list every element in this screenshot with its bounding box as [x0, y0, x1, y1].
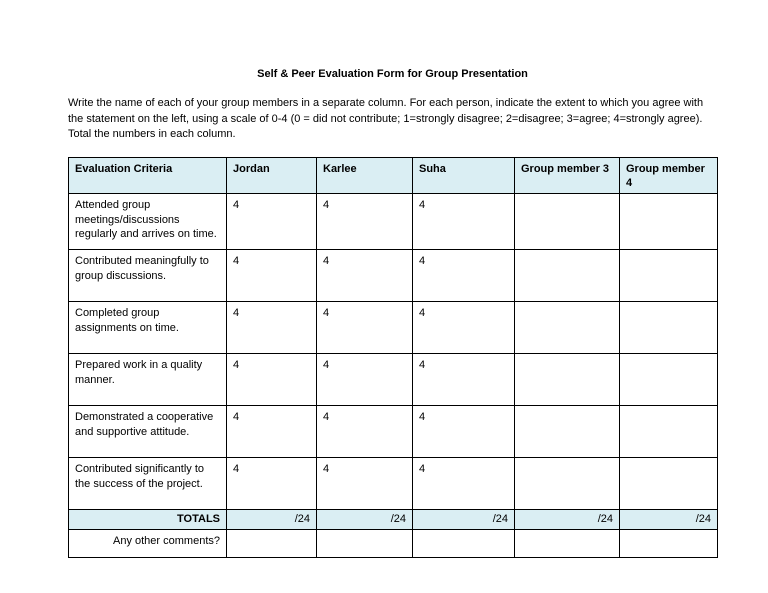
criteria-cell: Completed group assignments on time.	[69, 302, 227, 354]
score-cell[interactable]: 4	[227, 302, 317, 354]
comments-cell[interactable]	[515, 529, 620, 557]
score-cell[interactable]	[515, 406, 620, 458]
score-cell[interactable]	[620, 354, 718, 406]
totals-value-cell[interactable]: /24	[515, 510, 620, 529]
score-cell[interactable]	[515, 458, 620, 510]
header-cell-member-1: Jordan	[227, 157, 317, 194]
score-cell[interactable]	[515, 250, 620, 302]
totals-value-cell[interactable]: /24	[413, 510, 515, 529]
score-cell[interactable]	[620, 302, 718, 354]
score-cell[interactable]: 4	[317, 302, 413, 354]
header-cell-member-3: Suha	[413, 157, 515, 194]
score-cell[interactable]: 4	[413, 194, 515, 250]
comments-cell[interactable]	[620, 529, 718, 557]
comments-cell[interactable]	[413, 529, 515, 557]
score-cell[interactable]: 4	[317, 458, 413, 510]
score-cell[interactable]	[620, 406, 718, 458]
criteria-cell: Demonstrated a cooperative and supportive attitude.	[69, 406, 227, 458]
table-row	[69, 406, 718, 458]
score-cell[interactable]: 4	[227, 354, 317, 406]
score-cell[interactable]: 4	[317, 354, 413, 406]
score-cell[interactable]	[515, 194, 620, 250]
table-row	[69, 354, 718, 406]
score-cell[interactable]: 4	[227, 194, 317, 250]
score-cell[interactable]: 4	[413, 406, 515, 458]
comments-cell[interactable]	[227, 529, 317, 557]
score-cell[interactable]	[620, 194, 718, 250]
comments-row	[69, 529, 718, 557]
score-cell[interactable]: 4	[227, 406, 317, 458]
table-row	[69, 250, 718, 302]
score-cell[interactable]: 4	[317, 194, 413, 250]
score-cell[interactable]: 4	[413, 302, 515, 354]
score-cell[interactable]: 4	[227, 458, 317, 510]
score-cell[interactable]: 4	[413, 250, 515, 302]
comments-label: Any other comments?	[69, 529, 227, 557]
header-cell-member-2: Karlee	[317, 157, 413, 194]
totals-value-cell[interactable]: /24	[227, 510, 317, 529]
criteria-cell: Contributed significantly to the success of the project.	[69, 458, 227, 510]
page-title: Self & Peer Evaluation Form for Group Presentation	[257, 68, 528, 80]
score-cell[interactable]: 4	[413, 354, 515, 406]
totals-value-cell[interactable]: /24	[317, 510, 413, 529]
score-cell[interactable]: 4	[317, 406, 413, 458]
table-row	[69, 458, 718, 510]
header-cell-criteria: Evaluation Criteria	[69, 157, 227, 194]
totals-value-cell[interactable]: /24	[620, 510, 718, 529]
score-cell[interactable]: 4	[317, 250, 413, 302]
criteria-cell: Prepared work in a quality manner.	[69, 354, 227, 406]
evaluation-table	[68, 157, 718, 558]
score-cell[interactable]	[620, 458, 718, 510]
criteria-cell: Contributed meaningfully to group discussions.	[69, 250, 227, 302]
comments-cell[interactable]	[317, 529, 413, 557]
table-header-row	[69, 157, 718, 194]
score-cell[interactable]	[515, 302, 620, 354]
score-cell[interactable]	[515, 354, 620, 406]
instructions-text: Write the name of each of your group members in a separate column. For each person, indicate the extent to which you agree with the statement on the left, using a scale of 0-4 (0 = did not contribute; 1=strongly disagree; 2=disagree; 3=agree; 4=strongly agree). Total the numbers in each column.	[68, 97, 704, 141]
table-row	[69, 302, 718, 354]
header-cell-member-5: Group member 4	[620, 157, 718, 194]
totals-row	[69, 510, 718, 529]
score-cell[interactable]	[620, 250, 718, 302]
criteria-cell: Attended group meetings/discussions regularly and arrives on time.	[69, 194, 227, 250]
score-cell[interactable]: 4	[227, 250, 317, 302]
table-row	[69, 194, 718, 250]
score-cell[interactable]: 4	[413, 458, 515, 510]
totals-label: TOTALS	[69, 510, 227, 529]
header-cell-member-4: Group member 3	[515, 157, 620, 194]
